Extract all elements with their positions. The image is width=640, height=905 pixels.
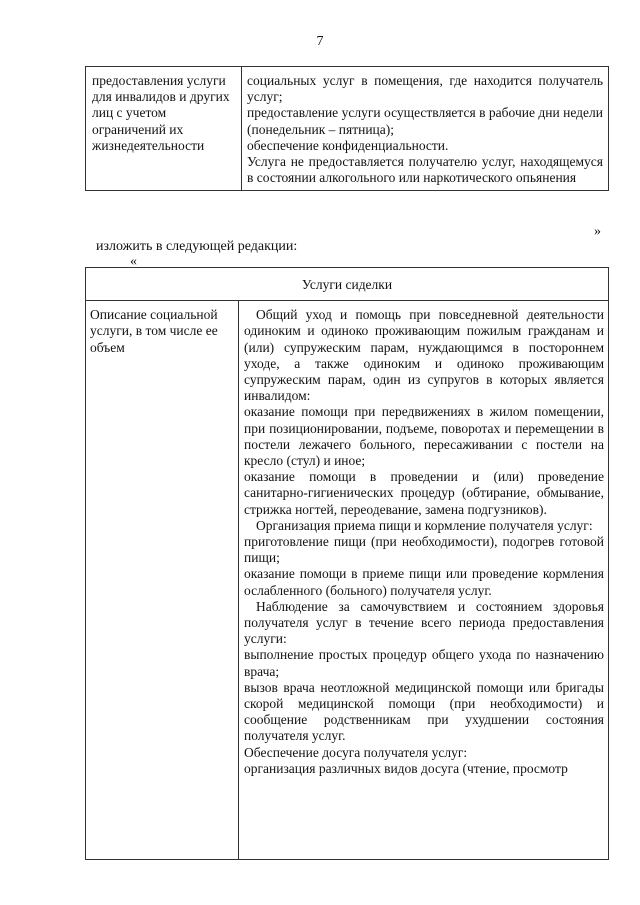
paragraph: Наблюдение за самочувствием и состоянием здоровья получателя услуг в течение всего периода предоставления услуги: [244,598,604,647]
table1-left-cell: предоставления услуги для инвалидов и других лиц с учетом ограничений их жизнедеятельности [86,67,242,191]
paragraph: приготовление пищи (при необходимости), подогрев готовой пищи; [244,534,604,566]
table-header-row [86,268,609,301]
paragraph: выполнение простых процедур общего ухода по назначению врача; [244,647,604,679]
paragraph: вызов врача неотложной медицинской помощи или бригады скорой медицинской помощи (при необходимости) и сообщение родственникам при ухудшении состояния получателя услуг. [244,679,604,744]
intro-text: изложить в следующей редакции: [96,239,298,254]
table-header: Услуги сиделки [86,268,609,301]
description-content [239,301,609,860]
services-table [85,267,609,860]
opening-quote: « [130,254,137,269]
paragraph: оказание помощи при передвижениях в жилом помещении, при позиционировании, подъеме, поворотах и перемещении в постели лежачего больного, пересаживании с постели на кресло (стул) и иное; [244,404,604,469]
paragraph: Организация приема пищи и кормление получателя услуг: [256,517,593,533]
table1-line: Услуга не предоставляется получателю услуг, находящемуся в состоянии алкогольного или наркотического опьянения [247,154,603,186]
page-number: 7 [316,34,324,49]
table1-line: обеспечение конфиденциальности. [247,137,449,153]
top-table [85,66,609,191]
paragraph: организация различных видов досуга (чтение, просмотр [244,760,568,776]
paragraph: оказание помощи в приеме пищи или проведение кормления ослабленного (больного) получателя услуг. [244,566,604,598]
table-row [86,301,609,860]
closing-quote: » [594,224,601,239]
paragraph: Обеспечение досуга получателя услуг: [244,744,468,760]
paragraph: оказание помощи в проведении и (или) проведение санитарно-гигиенических процедур (обтирание, обмывание, стрижка ногтей, переодевание, замена подгузников). [244,469,604,517]
description-label: Описание социальной услуги, в том числе ее объем [86,301,239,860]
paragraph: Общий уход и помощь при повседневной деятельности одиноким и одиноко проживающим пожилым гражданам и (или) супружеским парам, нуждающимся в постороннем уходе, а также одиноким и одиноко проживающим супружеским парам, один из супругов в которых является инвалидом: [244,307,604,404]
table1-line: предоставление услуги осуществляется в рабочие дни недели (понедельник – пятница); [247,105,603,137]
table1-right-cell [242,67,609,191]
table-row [86,67,609,191]
table1-line: социальных услуг в помещения, где находится получатель услуг; [247,73,603,105]
